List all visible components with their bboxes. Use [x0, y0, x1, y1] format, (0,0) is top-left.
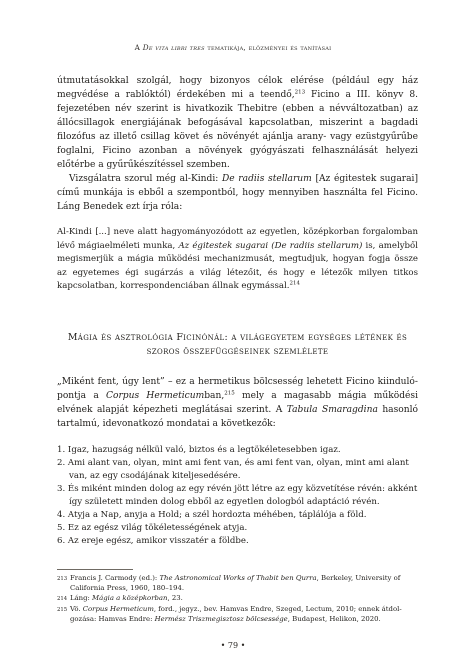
paragraph-2-text-b: [Az égitestek sugarai] című munkája is ebből a szempontból, hogy mennyiben használta fel Ficino. Láng Benedek ezt írja róla:	[57, 174, 418, 213]
footnote-text-a: Láng:	[70, 593, 93, 602]
footnote-text	[70, 605, 418, 625]
quote-work-title: Az égitestek sugarai (De radiis stellarum)	[178, 240, 363, 251]
page-number: • 79 •	[220, 641, 246, 650]
list-item: 5. Ez az egész világ tökéletességének atyja.	[57, 523, 248, 534]
footnote-215	[57, 605, 418, 625]
main-text	[57, 74, 418, 548]
quote-text-b: is, amelyből megismerjük a mágia működési mechanizmusát, megtudjuk, hogyan fogja össze az egyetemes égi sugárzás a világ létezőit, és hogy e létezők milyen titkos kapcsolatban, korrespondenciában állnak egymással.	[57, 240, 418, 292]
work-title-de-radiis: De radiis stellarum	[221, 174, 312, 185]
footnote-text-b: , ford., jegyz., bev. Hamvas Endre, Szeged, Lectum, 2010; ennek átdolgozása: Hamvas Endre:	[70, 604, 402, 623]
paragraph-1	[57, 74, 418, 172]
footnote-work-title: Mágia a középkorban	[92, 593, 168, 602]
list-item: 4. Atyja a Nap, anyja a Hold; a szél hordozta méhében, táplálója a föld.	[57, 510, 367, 521]
quote-text-a: Al-Kindi [...] neve alatt hagyományozódott az egyetlen, középkorban forgalomban lévő mágiaelméleti munka,	[57, 227, 418, 251]
footnote-214	[57, 594, 418, 605]
footnote-text-b: , Berkeley, University of California Press, 1960, 180–194.	[70, 574, 401, 592]
footnote-text	[70, 594, 418, 605]
paragraph-3-text-d: hasonló tartalmú, idevonatkozó mondatai a következők:	[57, 404, 418, 429]
paragraph-3-text-a: „Miként fent, úgy lent” – ez a hermetikus bölcsesség lehetett Ficino kiindulópontja a	[57, 376, 418, 401]
footnote-text-a: Francis J. Carmody (ed.):	[70, 574, 160, 582]
tabula-list	[57, 444, 418, 549]
paragraph-1-text-a: útmutatásokkal szolgál, hogy bizonyos célok elérése (például egy ház megvédése a rablóktól) érdekében mi a teendő,	[57, 76, 418, 101]
block-quote	[57, 226, 418, 293]
footnote-work-title-2: Hermész Triszmegisztosz bölcsessége	[154, 614, 288, 623]
paragraph-2-text-a: Vizsgálatra szorul még al-Kindi:	[69, 174, 222, 185]
running-head-title: De vita libri tres	[142, 43, 205, 52]
paragraph-3-text-b: ban,	[204, 390, 225, 401]
footnote-text-a: Vö.	[70, 604, 83, 613]
paragraph-3	[57, 375, 418, 431]
footnotes	[57, 569, 418, 625]
footnote-ref-215[interactable]: 215	[224, 390, 235, 397]
footnote-work-title: The Astronomical Works of Thabit ben Qurra	[159, 574, 317, 582]
work-title-corpus-hermeticum: Corpus Hermeticum	[106, 390, 205, 401]
footnote-number: 215	[57, 606, 68, 613]
section-heading: Mágia és asztrológia Ficinónál: a világegyetem egységes létének és szoros összefüggéseinek szemlélete	[67, 331, 408, 357]
footnote-213	[57, 574, 418, 594]
running-head-suffix: tematikája, előzményei és tanításai	[204, 43, 332, 52]
paragraph-3-text-c: mely a magasabb mágia működési elvének alapját képezheti meglátásai szerint. A	[57, 390, 418, 415]
footnote-text-b: , 23.	[167, 593, 183, 602]
footnote-ref-214[interactable]: 214	[289, 280, 301, 287]
footnote-text	[70, 574, 418, 594]
footnote-number: 214	[57, 595, 68, 602]
work-title-tabula-smaragdina: Tabula Smaragdina	[286, 404, 378, 415]
footnote-divider	[57, 569, 133, 570]
running-head	[0, 43, 466, 52]
footnote-number: 213	[57, 576, 68, 582]
footnote-work-title: Corpus Hermeticum	[82, 604, 154, 613]
list-item: 3. És miként minden dolog az egy révén jött létre az egy közvetítése révén: akként így született minden dolog ebből az egyetlen dologból adaptáció révén.	[57, 483, 418, 508]
paragraph-2	[57, 172, 418, 214]
list-item: 2. Ami alant van, olyan, mint ami fent van, és ami fent van, olyan, mint ami alant van, az egy csodájának kiteljesedésére.	[57, 457, 409, 481]
footnote-ref-213[interactable]: 213	[294, 89, 306, 96]
running-head-prefix: A	[134, 43, 143, 52]
list-item: 1. Igaz, hazugság nélkül való, biztos és a legtökéletesebben igaz.	[57, 444, 341, 455]
list-item: 6. Az ereje egész, amikor visszatér a földbe.	[57, 536, 249, 547]
paragraph-1-text-b: Ficino a III. könyv 8. fejezetében név szerint is hivatkozik Thebitre (ebben a névváltozatban) az állócsillagok energiájának befogásával kapcsolatban, miszerint a bagdadi filozófus az illető csillag követ és növényét ajánlja arany- vagy ezüstgyűrűbe foglalni, Ficino azonban a növények gyógyászati felhasználását helyezi előtérbe a gyűrűkészítéssel szemben.	[57, 90, 419, 171]
footnote-text-c: , Budapest, Helikon, 2020.	[287, 614, 381, 623]
